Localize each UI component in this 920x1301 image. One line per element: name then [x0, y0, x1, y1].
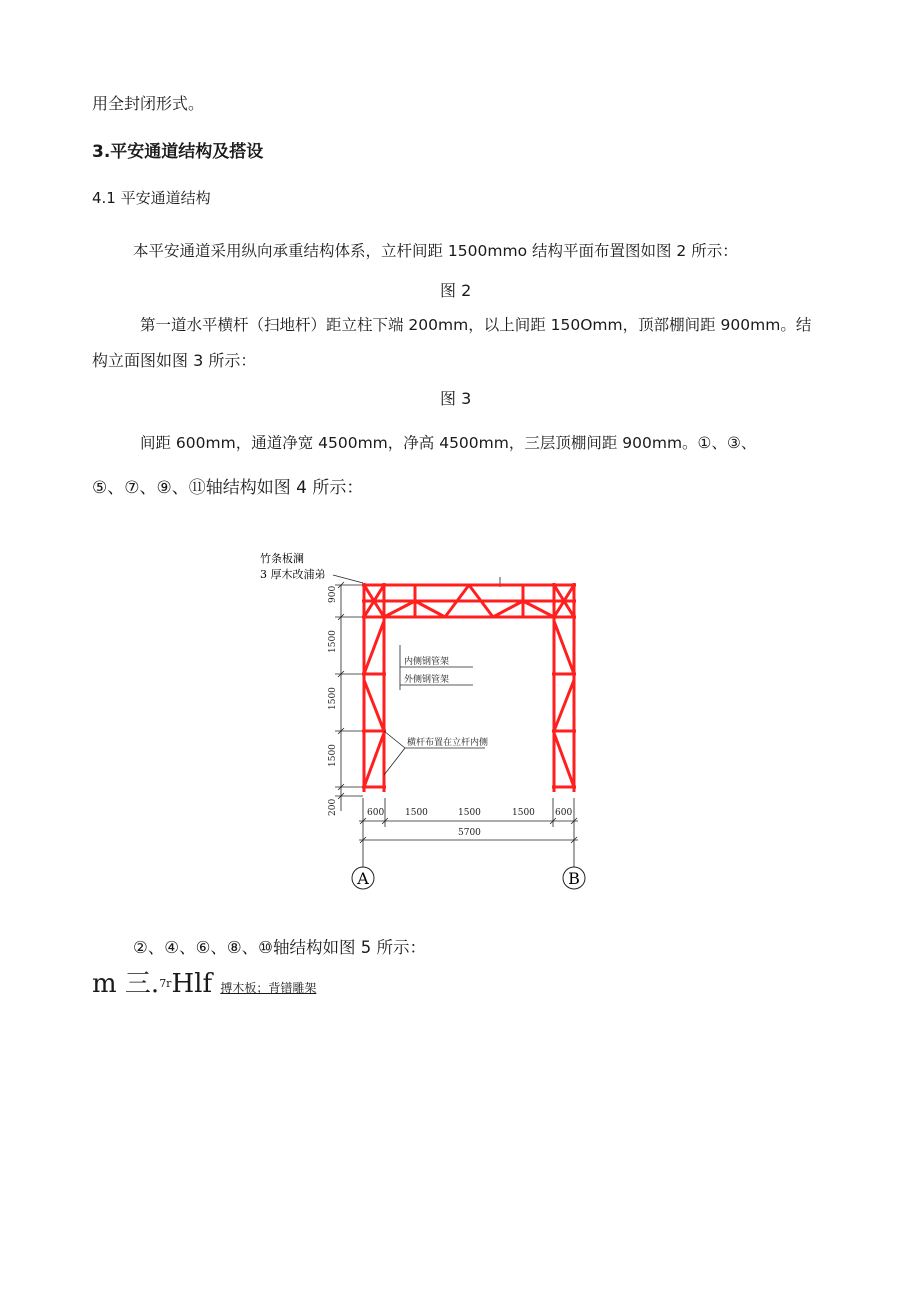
garbled-superscript: 7r [159, 977, 172, 990]
figure-note-bamboo: 竹条板澜 [260, 552, 304, 565]
section-heading-3: 3.平安通道结构及搭设 [92, 142, 264, 162]
paragraph-spacing-line2: ⑤、⑦、⑨、⑪轴结构如图 4 所示： [92, 478, 364, 498]
subsection-heading-4-1: 4.1 平安通道结构 [92, 189, 211, 207]
garbled-note: 搏木板；背镨雕架 [220, 981, 317, 995]
label-bar-placement: 横杆布置在立杆内侧 [407, 738, 489, 748]
axis-marker-a [352, 867, 374, 889]
paragraph-spacing-line1: 间距 600mm，通道净宽 4500mm，净高 4500mm，三层顶棚间距 900mm。①、③、 [140, 434, 757, 452]
garbled-m: m 三. [92, 969, 160, 999]
label-outer-frame: 外侧钢管架 [404, 675, 450, 685]
figure-2-caption: 图 2 [440, 281, 472, 300]
figure-4-frame-elevation [255, 545, 595, 900]
paragraph-structure-system: 本平安通道采用纵向承重结构体系，立杆间距 1500mmo 结构平面布置图如图 2 所示： [133, 242, 738, 260]
paragraph-bar-spacing-line1: 第一道水平横杆（扫地杆）距立柱下端 200mm，以上间距 150Omm，顶部棚间距 900mm。结 [140, 316, 812, 334]
garbled-hlf: Hlf [171, 969, 213, 999]
axis-label-b: B [568, 869, 580, 888]
label-inner-frame: 内侧钢管架 [404, 657, 450, 667]
garbled-figure5-text [92, 969, 316, 1003]
dim-h-total: 5700 [458, 828, 481, 838]
dim-v-1500-b: 1500 [328, 687, 338, 710]
dim-h-600-left: 600 [367, 808, 385, 818]
dim-v-1500-a: 1500 [328, 630, 338, 653]
paragraph-figure5-intro: ②、④、⑥、⑧、⑩轴结构如图 5 所示： [133, 938, 426, 957]
dim-v-200: 200 [328, 798, 338, 816]
dim-v-900: 900 [328, 585, 338, 603]
vertical-dimension-line [335, 582, 363, 811]
figure-note-wood: 3 厚木改浦弟 [260, 568, 326, 581]
paragraph-continuation: 用全封闭形式。 [92, 94, 205, 113]
dim-h-1500-b: 1500 [458, 808, 481, 818]
dim-h-1500-a: 1500 [405, 808, 428, 818]
figure-3-caption: 图 3 [440, 389, 472, 408]
dim-h-600-right: 600 [555, 808, 573, 818]
paragraph-bar-spacing-line2: 构立面图如图 3 所示： [92, 351, 257, 370]
dim-v-1500-c: 1500 [328, 744, 338, 767]
axis-marker-b [563, 867, 585, 889]
axis-label-a: A [357, 869, 369, 888]
steel-frame [362, 583, 576, 792]
dim-h-1500-c: 1500 [512, 808, 535, 818]
